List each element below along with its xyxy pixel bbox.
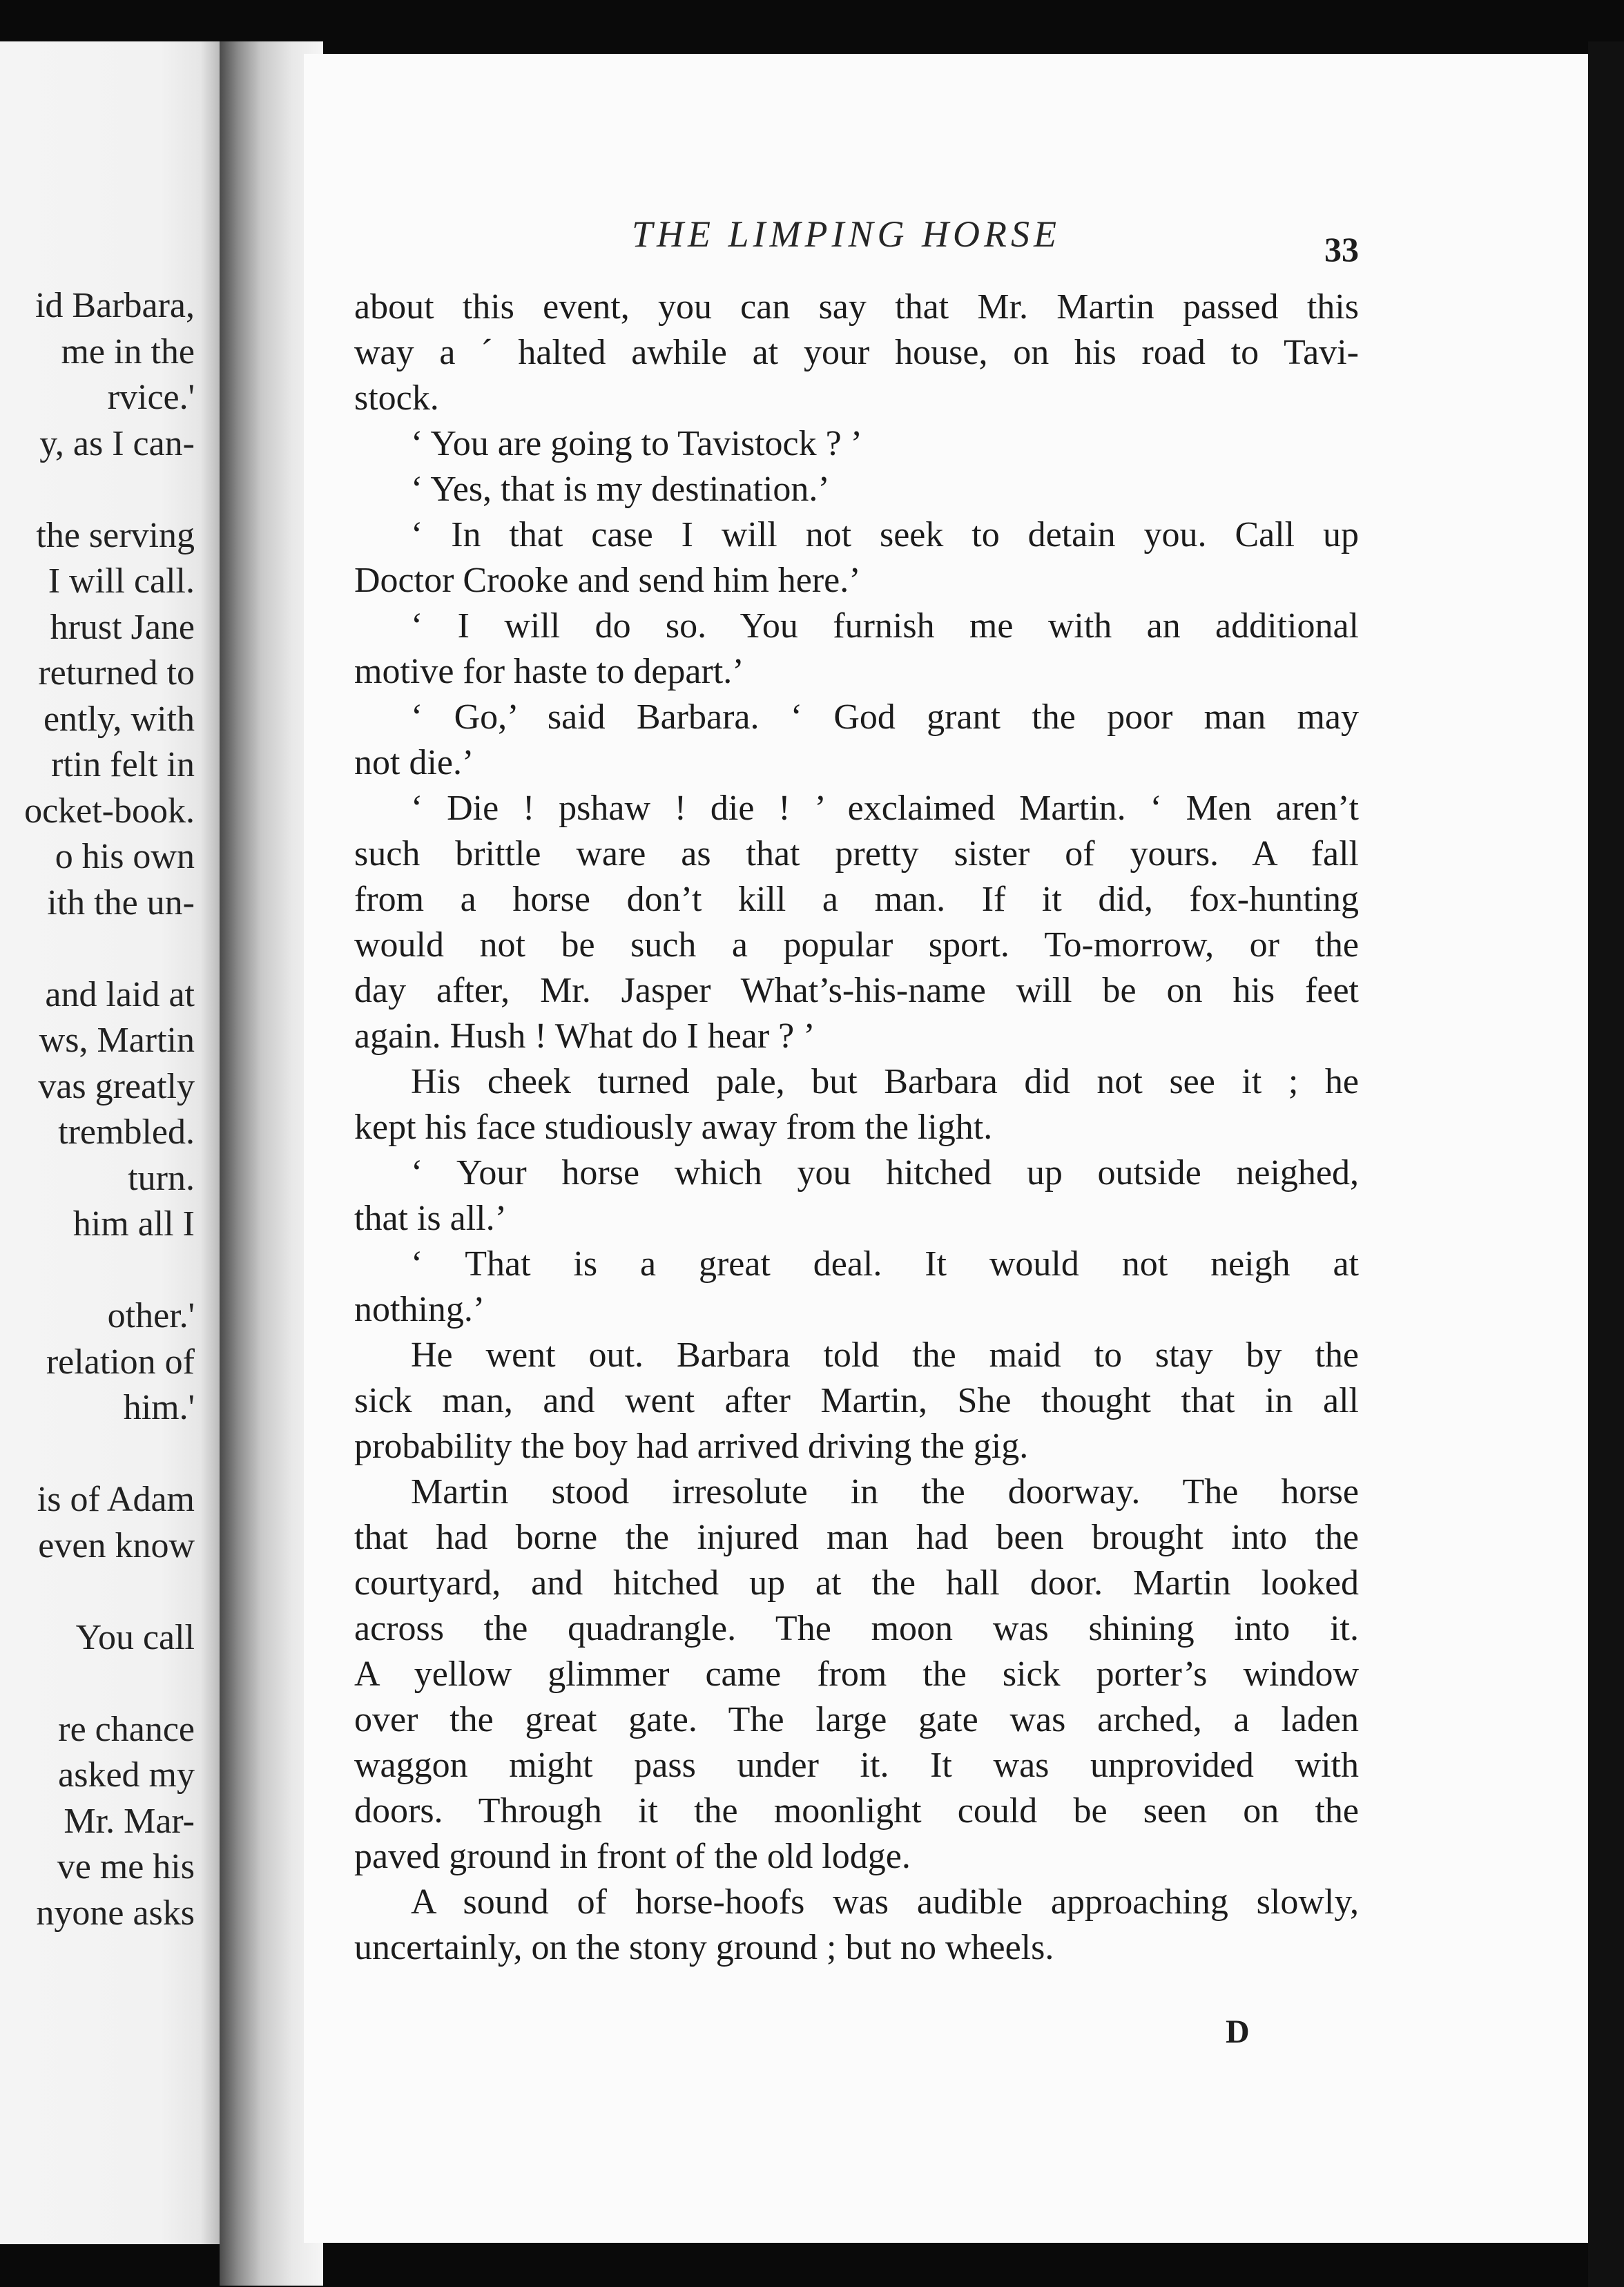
text-line: ‘ Go,’ said Barbara. ‘ God grant the poor man may xyxy=(411,697,1359,737)
left-page-text xyxy=(0,283,195,1936)
text-line: day after, Mr. Jasper What’s-his-name will be on his feet xyxy=(354,971,1359,1010)
text-line: would not be such a popular sport. To-morrow, or the xyxy=(354,925,1359,965)
text-line: waggon might pass under it. It was unprovided with xyxy=(354,1746,1359,1785)
text-line: again. Hush ! What do I hear ? ’ xyxy=(354,1016,815,1056)
text-line: kept his face studiously away from the light. xyxy=(354,1108,993,1147)
left-page-line xyxy=(0,1248,195,1294)
left-page-line: is of Adam xyxy=(37,1480,195,1519)
left-page-line: id Barbara, xyxy=(35,286,195,325)
left-page-line: vas greatly xyxy=(38,1066,195,1106)
text-line: A sound of horse-hoofs was audible approaching slowly, xyxy=(411,1882,1359,1922)
text-line: doors. Through it the moonlight could be seen on the xyxy=(354,1791,1359,1831)
left-page-line: You call xyxy=(75,1617,195,1657)
left-facing-page xyxy=(0,41,228,2244)
left-page-line: rtin felt in xyxy=(51,745,195,784)
text-line: A yellow glimmer came from the sick porter’s window xyxy=(354,1654,1359,1694)
left-page-line: trembled. xyxy=(58,1112,195,1152)
right-scan-edge xyxy=(1588,41,1624,2287)
left-page-line: y, as I can- xyxy=(39,423,195,463)
text-line: ‘ Your horse which you hitched up outside neighed, xyxy=(411,1153,1359,1193)
left-page-line xyxy=(0,467,195,513)
left-page-line: the serving xyxy=(36,515,195,555)
left-page-line: hrust Jane xyxy=(50,607,195,647)
text-line: He went out. Barbara told the maid to stay by the xyxy=(411,1335,1359,1375)
left-page-line: ocket-book. xyxy=(24,791,195,831)
left-page-line: relation of xyxy=(46,1342,195,1382)
text-line: about this event, you can say that Mr. Martin passed this xyxy=(354,287,1359,327)
left-page-line: returned to xyxy=(38,653,195,693)
text-line: ‘ I will do so. You furnish me with an additional xyxy=(411,606,1359,646)
left-page-line: me in the xyxy=(61,331,195,371)
text-line: that is all.’ xyxy=(354,1199,507,1238)
text-line: ‘ Yes, that is my destination.’ xyxy=(411,470,830,509)
text-line: ‘ That is a great deal. It would not neigh at xyxy=(411,1244,1359,1284)
left-page-line: even know xyxy=(38,1525,195,1565)
left-page-line: o his own xyxy=(55,837,195,876)
left-page-line: nyone asks xyxy=(36,1893,195,1933)
text-line: ‘ You are going to Tavistock ? ’ xyxy=(411,424,862,463)
left-page-line: Mr. Mar- xyxy=(64,1801,195,1841)
left-page-line: turn. xyxy=(128,1158,195,1198)
text-line: His cheek turned pale, but Barbara did not see it ; he xyxy=(411,1062,1359,1101)
text-line: stock. xyxy=(354,378,439,418)
text-line: motive for haste to depart.’ xyxy=(354,652,744,691)
body-text xyxy=(354,284,1359,1971)
left-page-line xyxy=(0,1661,195,1707)
text-line: that had borne the injured man had been brought into the xyxy=(354,1518,1359,1557)
text-line: Doctor Crooke and send him here.’ xyxy=(354,561,861,600)
left-page-line: him.' xyxy=(123,1388,195,1427)
text-line: uncertainly, on the stony ground ; but no wheels. xyxy=(354,1928,1054,1967)
left-page-line: ws, Martin xyxy=(39,1021,195,1060)
text-line: probability the boy had arrived driving the gig. xyxy=(354,1427,1029,1466)
text-line: courtyard, and hitched up at the hall door. Martin looked xyxy=(354,1563,1359,1603)
text-line: sick man, and went after Martin, She thought that in all xyxy=(354,1381,1359,1420)
left-page-line: re chance xyxy=(58,1709,195,1749)
left-page-line: ve me his xyxy=(57,1847,195,1886)
text-line: ‘ Die ! pshaw ! die ! ’ exclaimed Martin. ‘ Men aren’t xyxy=(411,789,1359,828)
left-page-line: ently, with xyxy=(43,699,195,739)
left-page-line xyxy=(0,1569,195,1615)
left-page-line: and laid at xyxy=(45,974,195,1014)
left-page-line: him all I xyxy=(72,1204,195,1244)
text-line: across the quadrangle. The moon was shining into it. xyxy=(354,1609,1359,1648)
running-head: THE LIMPING HORSE xyxy=(632,213,1061,255)
text-line: not die.’ xyxy=(354,743,474,782)
text-line: over the great gate. The large gate was arched, a laden xyxy=(354,1700,1359,1739)
left-page-line: rvice.' xyxy=(107,378,195,417)
left-page-line: other.' xyxy=(107,1296,195,1335)
text-line: paved ground in front of the old lodge. xyxy=(354,1837,911,1876)
text-line: such brittle ware as that pretty sister of yours. A fall xyxy=(354,834,1359,874)
text-line: way a ´ halted awhile at your house, on his road to Tavi- xyxy=(354,333,1359,372)
text-line: Martin stood irresolute in the doorway. The horse xyxy=(411,1472,1359,1512)
left-page-line xyxy=(0,1431,195,1478)
page-number: 33 xyxy=(1324,230,1359,269)
left-page-line: ith the un- xyxy=(47,882,195,923)
text-line: ‘ In that case I will not seek to detain you. Call up xyxy=(411,515,1359,554)
text-line: from a horse don’t kill a man. If it did, fox-hunting xyxy=(354,880,1359,919)
left-page-line: asked my xyxy=(58,1755,195,1795)
left-page-line: I will call. xyxy=(48,561,195,601)
signature-mark: D xyxy=(1226,2014,1250,2050)
text-line: nothing.’ xyxy=(354,1290,485,1329)
left-page-line xyxy=(0,926,195,972)
